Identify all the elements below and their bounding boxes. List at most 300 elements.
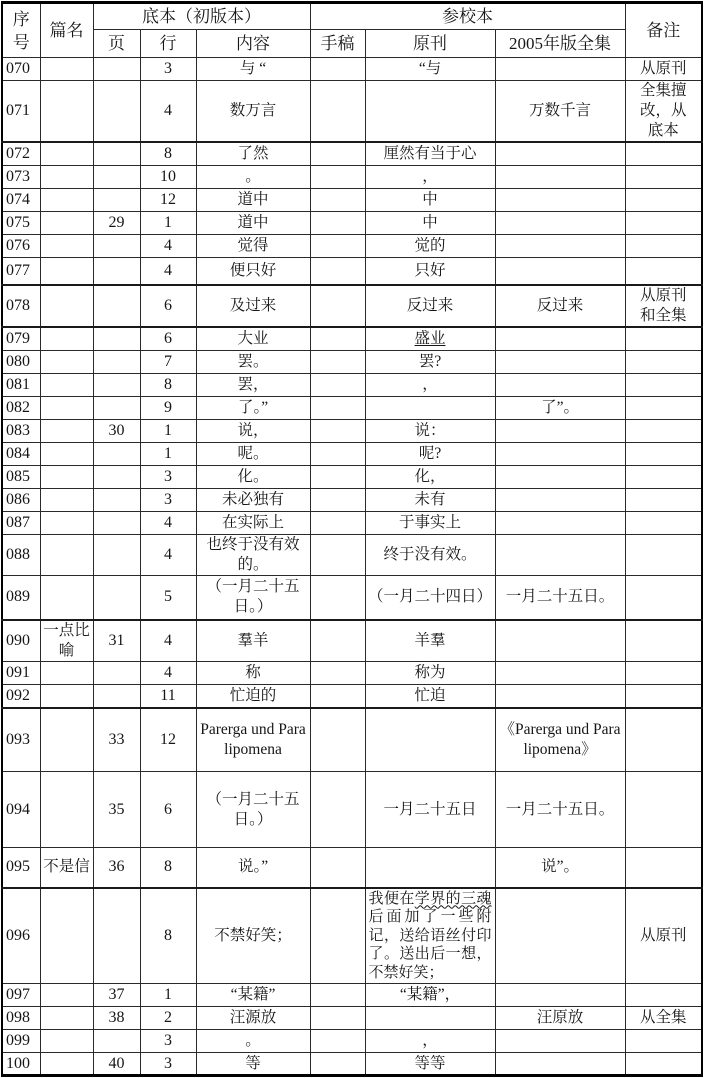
table-row: [2, 772, 702, 848]
cell-line: 4: [140, 257, 196, 285]
cell-note: [625, 1053, 702, 1076]
cell-note: 全集擅改，从底本: [625, 81, 702, 143]
cell-line: 6: [140, 772, 196, 848]
cell-line: 10: [140, 165, 196, 188]
cell-note: [625, 373, 702, 396]
cell-page: [93, 142, 140, 165]
cell-page: [93, 396, 140, 419]
cell-note: [625, 708, 702, 772]
cell-serial-number: 099: [2, 1030, 40, 1053]
cell-manuscript: [310, 285, 365, 327]
cell-note: [625, 350, 702, 373]
cell-line: 4: [140, 662, 196, 685]
cell-content: 了。”: [196, 396, 310, 419]
cell-article-title: [40, 373, 93, 396]
cell-serial-number: 071: [2, 81, 40, 143]
cell-original-print: 一月二十五日: [365, 772, 495, 848]
cell-note: [625, 165, 702, 188]
cell-original-print: [365, 81, 495, 143]
table-body: [2, 58, 702, 1076]
table-row: [2, 888, 702, 984]
cell-2005-collection: 说”。: [495, 848, 625, 888]
cell-article-title: [40, 396, 93, 419]
cell-serial-number: 076: [2, 234, 40, 257]
cell-page: [93, 373, 140, 396]
cell-page: [93, 257, 140, 285]
cell-line: 3: [140, 465, 196, 488]
cell-original-print: 呢?: [365, 442, 495, 465]
cell-article-title: [40, 984, 93, 1007]
cell-original-print: “与: [365, 58, 495, 81]
cell-page: [93, 58, 140, 81]
cell-line: 8: [140, 888, 196, 984]
table-row: [2, 327, 702, 350]
cell-note: [625, 1030, 702, 1053]
table-row: [2, 165, 702, 188]
cell-content: 便只好: [196, 257, 310, 285]
cell-2005-collection: [495, 58, 625, 81]
cell-article-title: [40, 257, 93, 285]
cell-line: 6: [140, 285, 196, 327]
table-row: [2, 575, 702, 620]
cell-manuscript: [310, 1007, 365, 1030]
cell-manuscript: [310, 534, 365, 575]
cell-original-print: ，: [365, 1030, 495, 1053]
header-original-print: 原刊: [365, 30, 495, 58]
table-row: [2, 488, 702, 511]
cell-original-print: “某籍”，: [365, 984, 495, 1007]
wavy-underlined-text: 学界的三魂: [414, 890, 492, 907]
cell-article-title: [40, 888, 93, 984]
cell-content: 呢。: [196, 442, 310, 465]
cell-page: [93, 165, 140, 188]
cell-article-title: [40, 419, 93, 442]
cell-page: 40: [93, 1053, 140, 1076]
cell-2005-collection: 万数千言: [495, 81, 625, 143]
cell-2005-collection: 一月二十五日。: [495, 772, 625, 848]
cell-2005-collection: [495, 257, 625, 285]
cell-page: 37: [93, 984, 140, 1007]
cell-note: [625, 257, 702, 285]
cell-serial-number: 082: [2, 396, 40, 419]
cell-manuscript: [310, 442, 365, 465]
cell-page: 29: [93, 211, 140, 234]
cell-manuscript: [310, 257, 365, 285]
cell-page: [93, 350, 140, 373]
cell-content: 羣羊: [196, 620, 310, 662]
cell-line: 4: [140, 511, 196, 534]
cell-original-print: [365, 848, 495, 888]
table-row: [2, 350, 702, 373]
cell-content: 说。”: [196, 848, 310, 888]
cell-2005-collection: [495, 142, 625, 165]
cell-page: [93, 488, 140, 511]
cell-line: 4: [140, 620, 196, 662]
cell-content: 觉得: [196, 234, 310, 257]
cell-content: （一月二十五日。）: [196, 772, 310, 848]
cell-content: 罢，: [196, 373, 310, 396]
cell-line: 8: [140, 848, 196, 888]
cell-2005-collection: [495, 165, 625, 188]
cell-serial-number: 092: [2, 685, 40, 708]
cell-serial-number: 095: [2, 848, 40, 888]
table-row: [2, 81, 702, 143]
cell-article-title: [40, 1030, 93, 1053]
cell-original-print: 中: [365, 188, 495, 211]
cell-manuscript: [310, 1030, 365, 1053]
cell-content: 称: [196, 662, 310, 685]
header-article-title: 篇名: [40, 3, 93, 58]
header-2005-collection: 2005年版全集: [495, 30, 625, 58]
cell-content: 了然: [196, 142, 310, 165]
cell-2005-collection: [495, 511, 625, 534]
cell-line: 4: [140, 234, 196, 257]
cell-article-title: [40, 211, 93, 234]
cell-line: 1: [140, 442, 196, 465]
cell-manuscript: [310, 234, 365, 257]
cell-2005-collection: [495, 1030, 625, 1053]
cell-2005-collection: [495, 327, 625, 350]
cell-content: 也终于没有效的。: [196, 534, 310, 575]
table-row: [2, 662, 702, 685]
cell-2005-collection: [495, 442, 625, 465]
cell-original-print: 中: [365, 211, 495, 234]
cell-line: 3: [140, 1030, 196, 1053]
cell-page: [93, 511, 140, 534]
cell-original-print: 只好: [365, 257, 495, 285]
header-serial-number: [2, 3, 40, 58]
cell-note: [625, 575, 702, 620]
cell-article-title: [40, 511, 93, 534]
cell-article-title: [40, 662, 93, 685]
cell-page: [93, 442, 140, 465]
cell-note: [625, 465, 702, 488]
cell-article-title: [40, 165, 93, 188]
cell-article-title: [40, 285, 93, 327]
cell-article-title: [40, 1053, 93, 1076]
cell-2005-collection: [495, 211, 625, 234]
table-row: [2, 848, 702, 888]
cell-original-print: [365, 708, 495, 772]
cell-serial-number: 088: [2, 534, 40, 575]
cell-content: 在实际上: [196, 511, 310, 534]
cell-line: 4: [140, 81, 196, 143]
cell-serial-number: 079: [2, 327, 40, 350]
cell-article-title: [40, 488, 93, 511]
cell-line: 11: [140, 685, 196, 708]
cell-line: 12: [140, 708, 196, 772]
cell-original-print: 忙迫: [365, 685, 495, 708]
header-note: 备注: [625, 3, 702, 58]
cell-original-print: 反过来: [365, 285, 495, 327]
cell-article-title: [40, 234, 93, 257]
cell-serial-number: 086: [2, 488, 40, 511]
table-row: [2, 685, 702, 708]
cell-original-print: 称为: [365, 662, 495, 685]
cell-article-title: [40, 685, 93, 708]
cell-content: “某籍”: [196, 984, 310, 1007]
cell-serial-number: 075: [2, 211, 40, 234]
cell-article-title: 不是信: [40, 848, 93, 888]
cell-original-print: 觉的: [365, 234, 495, 257]
cell-note: [625, 419, 702, 442]
cell-manuscript: [310, 419, 365, 442]
cell-content: 与 “: [196, 58, 310, 81]
cell-manuscript: [310, 708, 365, 772]
cell-serial-number: 084: [2, 442, 40, 465]
cell-manuscript: [310, 772, 365, 848]
cell-note: 从原刊: [625, 58, 702, 81]
cell-note: [625, 211, 702, 234]
cell-2005-collection: [495, 984, 625, 1007]
cell-serial-number: 097: [2, 984, 40, 1007]
table-row: [2, 511, 702, 534]
cell-content: 大业: [196, 327, 310, 350]
header-line: 行: [140, 30, 196, 58]
cell-serial-number: 070: [2, 58, 40, 81]
cell-article-title: [40, 188, 93, 211]
cell-original-print: 羊羣: [365, 620, 495, 662]
cell-manuscript: [310, 58, 365, 81]
table-row: [2, 142, 702, 165]
cell-serial-number: 077: [2, 257, 40, 285]
cell-2005-collection: [495, 188, 625, 211]
cell-2005-collection: [495, 662, 625, 685]
cell-page: [93, 534, 140, 575]
cell-line: 7: [140, 350, 196, 373]
cell-2005-collection: 了”。: [495, 396, 625, 419]
cell-original-print: [365, 1007, 495, 1030]
cell-page: [93, 327, 140, 350]
cell-serial-number: 081: [2, 373, 40, 396]
cell-page: 36: [93, 848, 140, 888]
cell-serial-number: 096: [2, 888, 40, 984]
cell-manuscript: [310, 575, 365, 620]
cell-manuscript: [310, 327, 365, 350]
cell-manuscript: [310, 888, 365, 984]
cell-note: 从原刊和全集: [625, 285, 702, 327]
cell-page: 33: [93, 708, 140, 772]
cell-article-title: 一点比喻: [40, 620, 93, 662]
cell-2005-collection: [495, 620, 625, 662]
cell-article-title: [40, 442, 93, 465]
cell-article-title: [40, 58, 93, 81]
cell-line: 1: [140, 984, 196, 1007]
cell-manuscript: [310, 465, 365, 488]
collation-table: [1, 1, 703, 1077]
cell-note: [625, 188, 702, 211]
plain-text: 后面加了一些附记，送给语丝付印了。送出后一想，不禁好笑；: [368, 909, 492, 981]
cell-line: 1: [140, 419, 196, 442]
cell-note: [625, 488, 702, 511]
cell-2005-collection: 一月二十五日。: [495, 575, 625, 620]
cell-original-print: （一月二十四日）: [365, 575, 495, 620]
cell-content: 等: [196, 1053, 310, 1076]
table-row: [2, 465, 702, 488]
cell-content: 道中: [196, 211, 310, 234]
cell-note: [625, 534, 702, 575]
table-row: [2, 534, 702, 575]
table-row: [2, 396, 702, 419]
cell-line: 3: [140, 488, 196, 511]
cell-article-title: [40, 534, 93, 575]
cell-manuscript: [310, 1053, 365, 1076]
cell-line: 12: [140, 188, 196, 211]
cell-content: 罢。: [196, 350, 310, 373]
cell-manuscript: [310, 211, 365, 234]
cell-article-title: [40, 142, 93, 165]
header-page: 页: [93, 30, 140, 58]
header-reference-editions-group: 参校本: [310, 3, 625, 30]
cell-page: [93, 188, 140, 211]
cell-content: 道中: [196, 188, 310, 211]
cell-note: [625, 234, 702, 257]
cell-2005-collection: [495, 465, 625, 488]
cell-page: 38: [93, 1007, 140, 1030]
cell-page: [93, 465, 140, 488]
cell-line: 8: [140, 142, 196, 165]
cell-serial-number: 090: [2, 620, 40, 662]
table-row: [2, 1053, 702, 1076]
cell-note: 从原刊: [625, 888, 702, 984]
cell-serial-number: 100: [2, 1053, 40, 1076]
cell-note: [625, 662, 702, 685]
header-base-edition-group: 底本（初版本）: [93, 3, 310, 30]
cell-serial-number: 094: [2, 772, 40, 848]
cell-content: 数万言: [196, 81, 310, 143]
cell-article-title: [40, 772, 93, 848]
cell-article-title: [40, 81, 93, 143]
cell-original-print: [365, 396, 495, 419]
cell-page: [93, 888, 140, 984]
cell-manuscript: [310, 848, 365, 888]
cell-note: 从全集: [625, 1007, 702, 1030]
cell-2005-collection: [495, 534, 625, 575]
cell-serial-number: 073: [2, 165, 40, 188]
cell-manuscript: [310, 984, 365, 1007]
cell-original-print: ，: [365, 373, 495, 396]
plain-text: 我便在: [368, 890, 415, 907]
cell-2005-collection: [495, 234, 625, 257]
cell-content: （一月二十五日。）: [196, 575, 310, 620]
table-row: [2, 442, 702, 465]
cell-content: 。: [196, 165, 310, 188]
cell-note: [625, 511, 702, 534]
cell-note: [625, 984, 702, 1007]
cell-original-print: 于事实上: [365, 511, 495, 534]
cell-page: [93, 685, 140, 708]
underlined-text: 盛业: [414, 329, 446, 347]
cell-2005-collection: [495, 685, 625, 708]
cell-serial-number: 078: [2, 285, 40, 327]
table-row: [2, 234, 702, 257]
cell-line: 1: [140, 211, 196, 234]
cell-manuscript: [310, 165, 365, 188]
table-header: [2, 3, 702, 58]
cell-2005-collection: [495, 888, 625, 984]
table-row: [2, 984, 702, 1007]
cell-original-print: 罢?: [365, 350, 495, 373]
cell-page: [93, 662, 140, 685]
header-manuscript: 手稿: [310, 30, 365, 58]
cell-original-print: ，: [365, 165, 495, 188]
cell-manuscript: [310, 488, 365, 511]
cell-article-title: [40, 575, 93, 620]
cell-serial-number: 083: [2, 419, 40, 442]
cell-manuscript: [310, 188, 365, 211]
cell-original-print: [365, 327, 495, 350]
cell-serial-number: 093: [2, 708, 40, 772]
table-row: [2, 1030, 702, 1053]
table-row: [2, 285, 702, 327]
cell-article-title: [40, 1007, 93, 1030]
cell-note: [625, 396, 702, 419]
cell-page: [93, 81, 140, 143]
cell-note: [625, 620, 702, 662]
cell-note: [625, 685, 702, 708]
cell-page: 35: [93, 772, 140, 848]
cell-page: [93, 234, 140, 257]
cell-serial-number: 098: [2, 1007, 40, 1030]
table-row: [2, 188, 702, 211]
cell-note: [625, 327, 702, 350]
cell-original-print: 终于没有效。: [365, 534, 495, 575]
table-row: [2, 211, 702, 234]
cell-original-print: [365, 888, 495, 984]
cell-2005-collection: 反过来: [495, 285, 625, 327]
cell-line: 2: [140, 1007, 196, 1030]
cell-content: Parerga und Paralipomena: [196, 708, 310, 772]
cell-2005-collection: 《Parerga und Paralipomena》: [495, 708, 625, 772]
cell-manuscript: [310, 81, 365, 143]
cell-serial-number: 091: [2, 662, 40, 685]
cell-2005-collection: 汪原放: [495, 1007, 625, 1030]
cell-manuscript: [310, 373, 365, 396]
cell-page: [93, 1030, 140, 1053]
cell-serial-number: 080: [2, 350, 40, 373]
cell-2005-collection: [495, 419, 625, 442]
cell-manuscript: [310, 620, 365, 662]
cell-manuscript: [310, 396, 365, 419]
cell-content: 不禁好笑；: [196, 888, 310, 984]
cell-line: 3: [140, 1053, 196, 1076]
cell-article-title: [40, 465, 93, 488]
cell-2005-collection: [495, 488, 625, 511]
cell-note: [625, 442, 702, 465]
table-row: [2, 620, 702, 662]
table-row: [2, 373, 702, 396]
table-row: [2, 419, 702, 442]
cell-manuscript: [310, 662, 365, 685]
cell-content: 未必独有: [196, 488, 310, 511]
cell-manuscript: [310, 511, 365, 534]
cell-line: 4: [140, 534, 196, 575]
cell-content: 说，: [196, 419, 310, 442]
table-row: [2, 1007, 702, 1030]
cell-line: 8: [140, 373, 196, 396]
header-content: 内容: [196, 30, 310, 58]
cell-line: 9: [140, 396, 196, 419]
cell-original-print: 未有: [365, 488, 495, 511]
header-serial-number-label: 序号: [12, 9, 30, 52]
cell-page: [93, 575, 140, 620]
cell-note: [625, 142, 702, 165]
table-row: [2, 58, 702, 81]
cell-page: 30: [93, 419, 140, 442]
cell-article-title: [40, 350, 93, 373]
cell-serial-number: 074: [2, 188, 40, 211]
cell-line: 3: [140, 58, 196, 81]
